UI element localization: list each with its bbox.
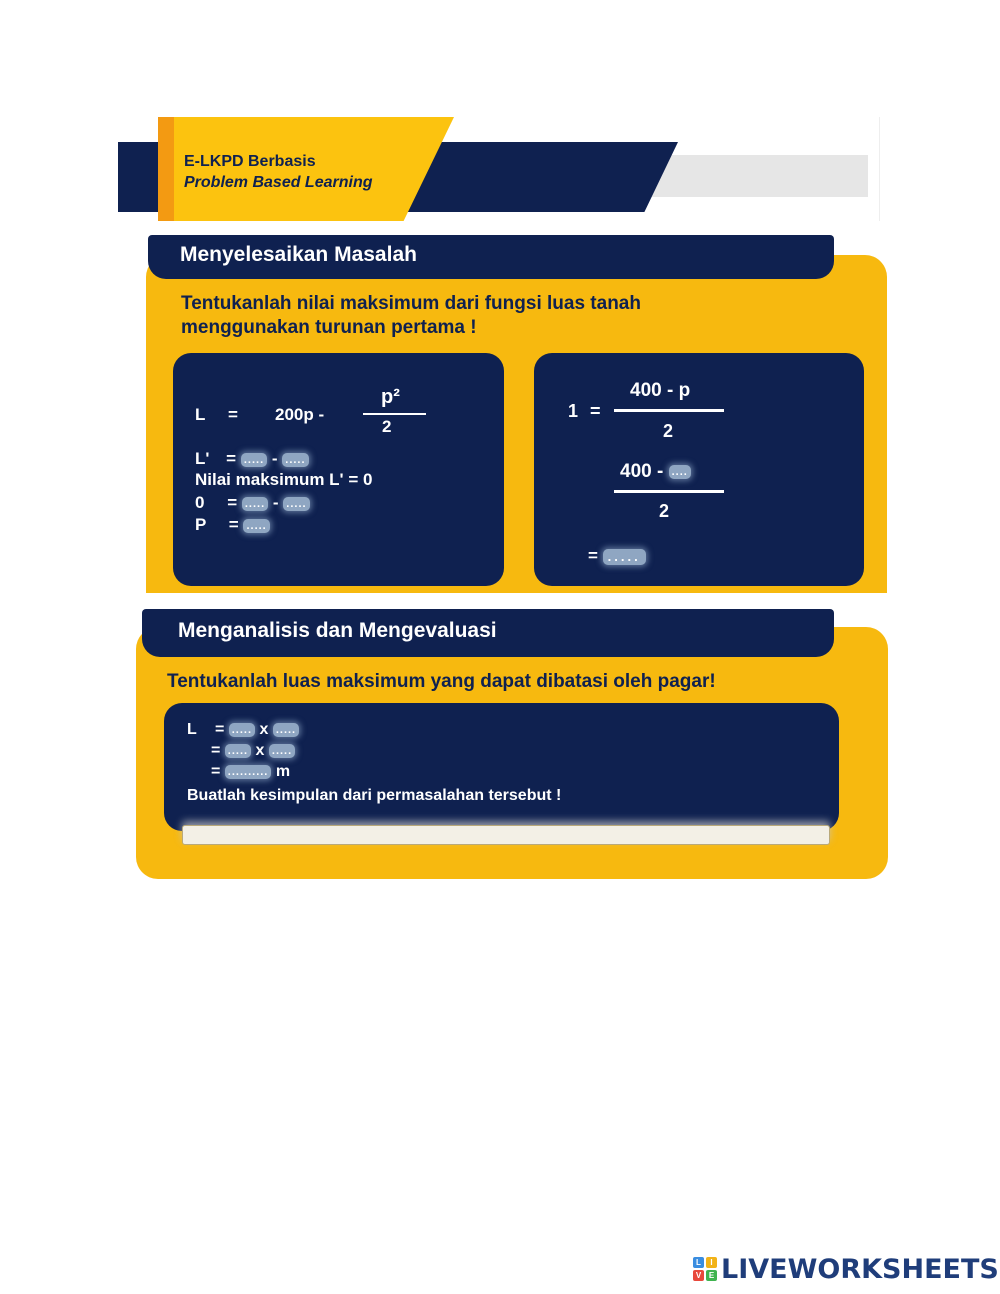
l-term: 200p - [275,405,325,424]
area-row2-blank-1[interactable]: ..... [225,744,251,758]
fraction-bar [363,413,426,415]
conclusion-input[interactable] [182,825,830,845]
lprime-minus: - [271,449,278,468]
zero-minus: - [272,493,279,512]
lprime-equals: = [226,449,237,468]
derivative-card [173,353,504,586]
banner-title-line1: E-LKPD Berbasis [184,153,316,170]
logo-cell-e: E [706,1270,717,1281]
zero-blank-1[interactable]: ..... [242,497,268,511]
one-label: 1 [568,401,579,421]
p-row [195,515,270,535]
section2-question: Tentukanlah luas maksimum yang dapat dibatasi oleh pagar! [167,671,716,692]
l-equals: = [228,405,238,424]
fraction-numerator: p² [381,386,400,408]
fraction2-blank[interactable]: .... [669,465,691,479]
zero-equals: = [227,493,238,512]
fraction2-bar [614,490,724,493]
lprime-label: L' [195,449,210,468]
logo-cell-i: I [706,1257,717,1268]
area-row1-times: x [259,721,269,738]
zero-row [195,493,310,513]
result-blank[interactable]: ..... [603,549,646,565]
zero-blank-2[interactable]: ..... [283,497,309,511]
l-label: L [195,405,206,424]
section-analyze-evaluate [136,607,888,879]
header-banner [118,117,880,223]
fraction2-number: 400 - [620,461,664,482]
solve-p-card [534,353,864,586]
area-row2-equals: = [211,742,221,759]
banner-orange-stripe [158,117,176,221]
area-row2-times: x [255,742,265,759]
area-row3-blank[interactable]: .......... [225,765,272,779]
fraction2-numerator [620,461,691,483]
section-solve-problem [118,233,941,593]
area-card [164,703,839,831]
section1-header [148,235,834,279]
section1-title: Menyelesaikan Masalah [180,243,417,266]
section1-question [181,292,641,340]
section1-question-line1: Tentukanlah nilai maksimum dari fungsi luas tanah [181,293,641,314]
section2-title: Menganalisis dan Mengevaluasi [178,619,497,642]
fraction1-denominator: 2 [663,421,674,441]
logo-mark-icon [693,1257,717,1281]
p-label: P [195,515,207,534]
lprime-blank-1[interactable]: ..... [241,453,267,467]
fraction1-bar [614,409,724,412]
p-equals: = [228,515,239,534]
liveworksheets-logo [693,1252,999,1286]
area-unit: m [275,763,291,780]
banner-title-line2: Problem Based Learning [184,174,373,191]
area-row1-equals: = [214,721,225,738]
logo-wordmark: LIVEWORKSHEETS [721,1253,999,1285]
zero-label: 0 [195,493,205,512]
section2-header [142,609,834,657]
result-row [588,546,646,566]
lprime-blank-2[interactable]: ..... [282,453,308,467]
result-equals: = [588,546,598,565]
fraction2-denominator: 2 [659,501,670,521]
area-row-3 [211,763,290,781]
conclusion-prompt: Buatlah kesimpulan dari permasalahan tersebut ! [187,787,562,804]
area-row-1 [187,721,299,739]
area-row2-blank-2[interactable]: ..... [269,744,295,758]
area-row1-blank-1[interactable]: ..... [229,723,255,737]
fraction-denominator: 2 [382,417,392,436]
fraction1-numerator: 400 - p [630,380,691,401]
banner-gray-bar [638,155,868,197]
logo-cell-v: V [693,1270,704,1281]
one-equals: = [590,401,601,421]
banner-edge [879,117,880,221]
max-condition: Nilai maksimum L' = 0 [195,470,373,489]
area-row-2 [211,742,295,760]
p-blank[interactable]: ..... [243,519,269,533]
area-row1-blank-2[interactable]: ..... [273,723,299,737]
area-row3-equals: = [211,763,221,780]
lprime-row [195,449,309,469]
logo-cell-l: L [693,1257,704,1268]
banner-title [184,151,373,193]
area-l-label: L [187,721,197,738]
section1-question-line2: menggunakan turunan pertama ! [181,317,477,338]
